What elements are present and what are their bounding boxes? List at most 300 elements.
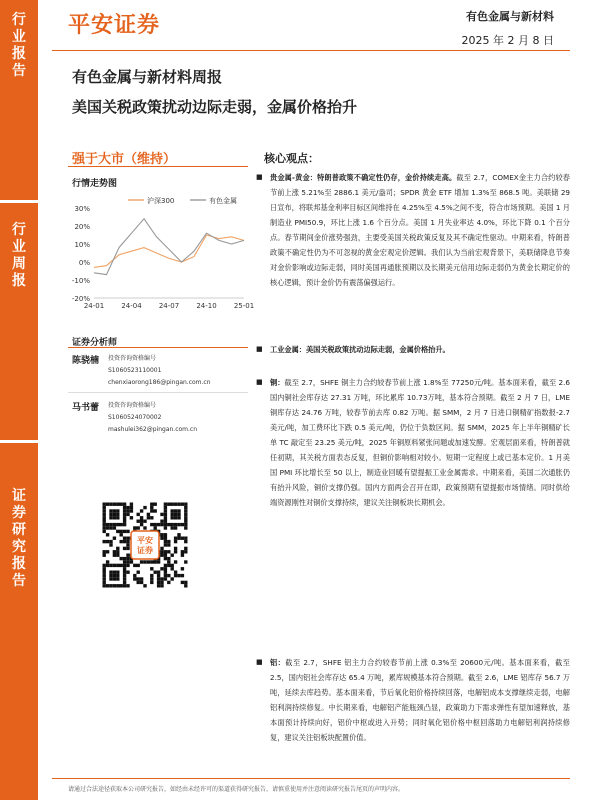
header-meta bbox=[462, 8, 554, 48]
qr-module bbox=[140, 577, 143, 580]
sidebar-char: 业 bbox=[12, 239, 26, 255]
company-logo: 平安证券 bbox=[68, 13, 161, 38]
qr-module bbox=[123, 516, 126, 519]
rating: 强于大市（维持） bbox=[72, 152, 177, 167]
rating-divider bbox=[68, 166, 248, 167]
qr-module bbox=[184, 513, 187, 516]
qr-module bbox=[103, 503, 106, 506]
qr-module bbox=[160, 584, 163, 587]
sidebar-char: 周 bbox=[12, 256, 26, 272]
legend-label: 有色金属 bbox=[209, 197, 237, 205]
qr-module bbox=[174, 509, 177, 512]
qr-module bbox=[154, 523, 157, 526]
qr-module bbox=[164, 537, 167, 540]
qr-module bbox=[126, 564, 129, 567]
qr-module bbox=[160, 577, 163, 580]
qr-module bbox=[174, 547, 177, 550]
sidebar-label-securities-research bbox=[0, 488, 38, 590]
qr-module bbox=[103, 526, 106, 529]
report-title: 有色金属与新材料周报 bbox=[72, 68, 223, 86]
qr-module bbox=[133, 564, 136, 567]
qr-module bbox=[171, 526, 174, 529]
qr-module bbox=[103, 567, 106, 570]
analyst-id: S1060524070002 bbox=[108, 414, 162, 421]
analyst-email[interactable]: chenxiaorong186@pingan.com.cn bbox=[108, 379, 211, 386]
sidebar-char: 研 bbox=[12, 522, 26, 538]
sidebar-char: 行 bbox=[12, 12, 26, 28]
analyst-id: S1060523110001 bbox=[108, 367, 162, 374]
qr-module bbox=[181, 574, 184, 577]
bullet-icon: ■ bbox=[256, 658, 263, 666]
qr-module bbox=[164, 513, 167, 516]
qr-module bbox=[126, 543, 129, 546]
analyst-heading: 证券分析师 bbox=[72, 338, 118, 348]
qr-module bbox=[174, 516, 177, 519]
qr-module bbox=[171, 513, 174, 516]
qr-module bbox=[123, 506, 126, 509]
qr-module bbox=[123, 537, 126, 540]
analyst-info bbox=[108, 400, 197, 436]
qr-module bbox=[126, 584, 129, 587]
paragraph-heading: 铜： bbox=[270, 378, 285, 387]
qr-module bbox=[174, 540, 177, 543]
qr-module bbox=[154, 503, 157, 506]
qr-module bbox=[113, 584, 116, 587]
qr-module bbox=[123, 581, 126, 584]
sidebar-char: 报 bbox=[12, 273, 26, 289]
market-trend-chart bbox=[66, 190, 255, 320]
qr-module bbox=[164, 533, 167, 536]
qr-module bbox=[109, 526, 112, 529]
qr-module bbox=[106, 540, 109, 543]
qr-module bbox=[113, 509, 116, 512]
qr-module bbox=[164, 526, 167, 529]
y-tick-label: 20% bbox=[74, 223, 90, 231]
qr-module bbox=[103, 513, 106, 516]
bullet-icon: ■ bbox=[256, 345, 263, 353]
qr-module bbox=[137, 520, 140, 523]
qr-module bbox=[164, 577, 167, 580]
qr-module bbox=[109, 564, 112, 567]
qr-module bbox=[177, 503, 180, 506]
qr-module bbox=[123, 567, 126, 570]
qr-module bbox=[106, 523, 109, 526]
qr-module bbox=[126, 513, 129, 516]
qr-module bbox=[143, 526, 146, 529]
qr-module bbox=[160, 547, 163, 550]
qr-module bbox=[120, 523, 123, 526]
qr-module bbox=[116, 503, 119, 506]
y-tick-label: 30% bbox=[74, 205, 90, 213]
qr-module bbox=[164, 506, 167, 509]
x-tick-label: 25-01 bbox=[233, 302, 255, 310]
qr-module bbox=[160, 581, 163, 584]
sidebar-divider bbox=[0, 200, 38, 203]
qr-module bbox=[120, 503, 123, 506]
qr-module bbox=[164, 540, 167, 543]
qr-module bbox=[164, 550, 167, 553]
qr-module bbox=[106, 533, 109, 536]
qr-module bbox=[103, 584, 106, 587]
sidebar-char: 券 bbox=[12, 505, 26, 521]
sidebar-char: 告 bbox=[12, 573, 26, 589]
qr-module bbox=[109, 577, 112, 580]
analyst-card bbox=[72, 353, 252, 393]
qr-module bbox=[154, 571, 157, 574]
qr-module bbox=[113, 564, 116, 567]
qr-module bbox=[160, 520, 163, 523]
qr-module bbox=[123, 557, 126, 560]
qr-module bbox=[130, 503, 133, 506]
qr-module bbox=[160, 533, 163, 536]
x-tick-label: 24-01 bbox=[83, 302, 105, 310]
qr-module bbox=[150, 516, 153, 519]
qr-module bbox=[154, 526, 157, 529]
qr-module bbox=[140, 516, 143, 519]
qr-module bbox=[103, 577, 106, 580]
qr-module bbox=[184, 547, 187, 550]
sidebar-char: 报 bbox=[12, 46, 26, 62]
qr-module bbox=[164, 516, 167, 519]
qr-module bbox=[174, 550, 177, 553]
qr-module bbox=[116, 554, 119, 557]
qr-module bbox=[177, 516, 180, 519]
qr-module bbox=[113, 550, 116, 553]
qr-module bbox=[164, 543, 167, 546]
analyst-qualification: 投资咨询资格编号 bbox=[108, 402, 157, 409]
qr-module bbox=[113, 577, 116, 580]
analyst-email[interactable]: mashulei362@pingan.com.cn bbox=[108, 426, 198, 433]
footer-divider bbox=[52, 778, 570, 779]
qr-module bbox=[140, 520, 143, 523]
qr-module bbox=[160, 554, 163, 557]
qr-module bbox=[160, 523, 163, 526]
qr-module bbox=[123, 530, 126, 533]
qr-module bbox=[140, 523, 143, 526]
paragraph-aluminum bbox=[256, 655, 570, 745]
qr-module bbox=[113, 503, 116, 506]
qr-module bbox=[133, 574, 136, 577]
qr-module bbox=[154, 509, 157, 512]
qr-module bbox=[167, 550, 170, 553]
qr-module bbox=[171, 577, 174, 580]
qr-module bbox=[103, 581, 106, 584]
qr-module bbox=[116, 516, 119, 519]
qr-module bbox=[164, 557, 167, 560]
bullet-icon: ■ bbox=[256, 173, 263, 181]
qr-module bbox=[157, 584, 160, 587]
qr-module bbox=[113, 574, 116, 577]
qr-module bbox=[120, 540, 123, 543]
qr-module bbox=[109, 571, 112, 574]
qr-module bbox=[181, 503, 184, 506]
y-tick-label: 10% bbox=[74, 241, 90, 249]
sidebar-char: 证 bbox=[12, 488, 26, 504]
qr-module bbox=[174, 560, 177, 563]
qr-module bbox=[116, 571, 119, 574]
qr-module bbox=[174, 574, 177, 577]
qr-module bbox=[177, 523, 180, 526]
qr-module bbox=[123, 520, 126, 523]
qr-module bbox=[133, 526, 136, 529]
qr-module bbox=[184, 509, 187, 512]
qr-module bbox=[157, 581, 160, 584]
qr-module bbox=[181, 567, 184, 570]
qr-module bbox=[143, 506, 146, 509]
paragraph-heading: 工业金属：美国关税政策扰动边际走弱，金属价格抬升。 bbox=[270, 345, 450, 354]
qr-module bbox=[126, 530, 129, 533]
qr-module bbox=[143, 560, 146, 563]
qr-module bbox=[164, 503, 167, 506]
qr-module bbox=[137, 577, 140, 580]
qr-module bbox=[167, 557, 170, 560]
qr-module bbox=[109, 584, 112, 587]
qr-module bbox=[164, 567, 167, 570]
qr-module bbox=[184, 523, 187, 526]
series-line-1 bbox=[94, 219, 244, 275]
qr-module bbox=[167, 543, 170, 546]
qr-module bbox=[109, 516, 112, 519]
sidebar-char: 告 bbox=[12, 63, 26, 79]
sidebar-char: 究 bbox=[12, 539, 26, 555]
qr-module bbox=[137, 526, 140, 529]
qr-module bbox=[150, 506, 153, 509]
qr-module bbox=[116, 564, 119, 567]
qr-module bbox=[140, 509, 143, 512]
qr-module bbox=[123, 503, 126, 506]
qr-module bbox=[113, 571, 116, 574]
paragraph-heading: 贵金属-黄金：特朗普政策不确定性仍存，金价持续走高。 bbox=[270, 173, 457, 182]
qr-module bbox=[154, 560, 157, 563]
qr-module bbox=[171, 503, 174, 506]
qr-module bbox=[143, 520, 146, 523]
qr-module bbox=[126, 557, 129, 560]
qr-module bbox=[130, 509, 133, 512]
qr-module bbox=[113, 523, 116, 526]
qr-module bbox=[126, 560, 129, 563]
qr-module bbox=[103, 540, 106, 543]
y-tick-label: 0% bbox=[78, 259, 90, 267]
sidebar bbox=[0, 0, 38, 800]
qr-module bbox=[150, 503, 153, 506]
analyst-info bbox=[108, 353, 211, 389]
qr-module bbox=[181, 550, 184, 553]
core-views-heading: 核心观点： bbox=[264, 152, 319, 165]
qr-module bbox=[150, 567, 153, 570]
paragraph-body: 截至 2.7，SHFE 铜主力合约较春节前上涨 1.8%至 77250元/吨。基本面来看，截至 2.6 国内铜社会库存达 27.31 万吨，环比累库 10.73万吨，基本符合预期。截至 2 月 7 日，LME 铜库存达 24.76 万吨，较春节前去库 0.82 万吨。据 SMM，2 月 7 日进口铜精矿指数报-2.7 美元/吨，加工费环比下跌 0.5 美元/吨，仍位于负数区间。据 SMM，2025 年上半年铜精矿长单 TC 敲定至 23.25 美元/吨，2025 年铜原料紧张问题或加速发酵。宏观层面来看，特朗普就任初期，其关税方面表态反复，但铜价影响相对较小。短期一定程度上或已基本定价。1 月美国 PMI 环比增长至 50 以上，制造业回暖有望提振工业金属需求。中期来看，美国二次通胀仍有抬升风险，铜价支撑仍强。国内方面两会召开在即，政策预期有望提振市场情绪。同时供给端资源刚性对铜价支撑持续，建议关注铜板块长期机会。 bbox=[270, 378, 570, 507]
qr-module bbox=[103, 564, 106, 567]
qr-module bbox=[137, 513, 140, 516]
qr-module bbox=[113, 526, 116, 529]
qr-module bbox=[177, 509, 180, 512]
qr-module bbox=[106, 526, 109, 529]
analyst-card bbox=[72, 400, 252, 440]
qr-module bbox=[109, 543, 112, 546]
qr-module bbox=[167, 581, 170, 584]
qr-module bbox=[113, 537, 116, 540]
qr-module bbox=[160, 550, 163, 553]
qr-module bbox=[116, 547, 119, 550]
qr-module bbox=[126, 547, 129, 550]
qr-module bbox=[123, 547, 126, 550]
qr-module bbox=[150, 581, 153, 584]
qr-module bbox=[116, 513, 119, 516]
qr-module bbox=[171, 567, 174, 570]
qr-module bbox=[167, 503, 170, 506]
qr-module bbox=[177, 537, 180, 540]
qr-module bbox=[140, 581, 143, 584]
qr-module bbox=[120, 530, 123, 533]
qr-module bbox=[171, 564, 174, 567]
qr-module bbox=[137, 581, 140, 584]
qr-module bbox=[184, 520, 187, 523]
qr-module bbox=[130, 560, 133, 563]
qr-module bbox=[184, 506, 187, 509]
qr-module bbox=[164, 523, 167, 526]
qr-module bbox=[150, 509, 153, 512]
qr-module bbox=[137, 564, 140, 567]
qr-module bbox=[157, 574, 160, 577]
qr-module bbox=[120, 557, 123, 560]
qr-module bbox=[184, 537, 187, 540]
qr-module bbox=[120, 533, 123, 536]
qr-module bbox=[164, 520, 167, 523]
qr-module bbox=[147, 513, 150, 516]
paragraph-body: 截至 2.7，COMEX金主力合约较春节前上涨 5.21%至 2886.1 美元/盎司；SPDR 黄金 ETF 增加 1.3%至 868.5 吨。美联储 29 日宣布，将联邦基金利率目标区间维持在 4.25%至 4.5%之间不变，符合市场预期。美国 1 月制造业 PMI50.9，环比上涨 1.6 个百分点。美国 1 月失业率达 4.0%，环比下降 0.1 个百分点。春节期间金价涨势强劲，主要受美国关税政策反复及其不确定性驱动。中期来看，特朗普政策不确定性仍为不可忽视的黄金宏观定价逻辑。我们认为当前宏观背景下，美联储降息节奏对金价影响或边际走弱，同时美国再通胀预期以及长期美元信用边际走弱仍为黄金长期定价的核心逻辑，预计金价仍有震荡偏强运行。 bbox=[270, 173, 570, 287]
qr-module bbox=[174, 571, 177, 574]
qr-module bbox=[164, 509, 167, 512]
qr-module bbox=[133, 577, 136, 580]
qr-module bbox=[103, 571, 106, 574]
qr-module bbox=[174, 523, 177, 526]
qr-module bbox=[174, 513, 177, 516]
paragraph-industrial-metals bbox=[256, 342, 570, 357]
qr-module bbox=[174, 537, 177, 540]
analyst-divider bbox=[68, 392, 248, 393]
sidebar-char: 业 bbox=[12, 29, 26, 45]
qr-module bbox=[184, 516, 187, 519]
qr-module bbox=[184, 540, 187, 543]
qr-code[interactable] bbox=[100, 500, 190, 590]
qr-module bbox=[181, 537, 184, 540]
qr-module bbox=[123, 571, 126, 574]
qr-module bbox=[184, 526, 187, 529]
qr-module bbox=[123, 513, 126, 516]
qr-module bbox=[123, 540, 126, 543]
sidebar-char: 行 bbox=[12, 222, 26, 238]
qr-module bbox=[106, 503, 109, 506]
chart-title: 行情走势图 bbox=[72, 179, 118, 189]
qr-module bbox=[123, 574, 126, 577]
qr-module bbox=[106, 564, 109, 567]
footer-disclaimer: 请通过合法途径获取本公司研究报告，如经由未经许可的渠道获得研究报告，请慎重使用并注意阅读研究报告尾页的声明内容。 bbox=[68, 786, 405, 793]
qr-module bbox=[103, 523, 106, 526]
qr-module bbox=[130, 506, 133, 509]
qr-module bbox=[113, 516, 116, 519]
qr-module bbox=[123, 509, 126, 512]
series-line-0 bbox=[94, 235, 244, 267]
y-tick-label: -20% bbox=[71, 295, 90, 303]
header-divider bbox=[52, 50, 570, 51]
qr-module bbox=[167, 523, 170, 526]
qr-module bbox=[116, 523, 119, 526]
qr-module bbox=[103, 550, 106, 553]
qr-module bbox=[150, 560, 153, 563]
qr-module bbox=[130, 516, 133, 519]
qr-module bbox=[106, 550, 109, 553]
qr-module bbox=[150, 574, 153, 577]
qr-module bbox=[184, 581, 187, 584]
qr-module bbox=[167, 560, 170, 563]
sidebar-label-industry-report bbox=[0, 12, 38, 80]
qr-module bbox=[109, 509, 112, 512]
qr-module bbox=[109, 540, 112, 543]
qr-module bbox=[160, 513, 163, 516]
qr-module bbox=[177, 513, 180, 516]
qr-module bbox=[120, 584, 123, 587]
qr-module bbox=[116, 574, 119, 577]
qr-module bbox=[177, 533, 180, 536]
qr-module bbox=[116, 550, 119, 553]
qr-module bbox=[167, 564, 170, 567]
qr-module bbox=[123, 523, 126, 526]
qr-module bbox=[143, 584, 146, 587]
qr-module bbox=[106, 584, 109, 587]
qr-module bbox=[160, 567, 163, 570]
qr-module bbox=[184, 584, 187, 587]
qr-module bbox=[171, 523, 174, 526]
qr-module bbox=[184, 503, 187, 506]
qr-module bbox=[103, 509, 106, 512]
qr-module bbox=[157, 571, 160, 574]
qr-module bbox=[126, 540, 129, 543]
qr-module bbox=[120, 564, 123, 567]
qr-module bbox=[103, 516, 106, 519]
legend-label: 沪深300 bbox=[147, 197, 175, 205]
qr-module bbox=[174, 526, 177, 529]
qr-module bbox=[160, 537, 163, 540]
sidebar-divider bbox=[0, 440, 38, 443]
svg-text:证券: 证券 bbox=[137, 546, 153, 555]
qr-module bbox=[103, 506, 106, 509]
analyst-name: 陈骁楠 bbox=[72, 356, 100, 366]
qr-module bbox=[116, 584, 119, 587]
qr-module bbox=[103, 574, 106, 577]
qr-module bbox=[126, 506, 129, 509]
qr-module bbox=[113, 513, 116, 516]
svg-text:平安: 平安 bbox=[137, 536, 153, 545]
qr-module bbox=[174, 503, 177, 506]
x-tick-label: 24-10 bbox=[196, 302, 217, 310]
qr-module bbox=[181, 554, 184, 557]
qr-module bbox=[147, 560, 150, 563]
analyst-divider bbox=[68, 347, 248, 348]
qr-module bbox=[103, 530, 106, 533]
x-tick-label: 24-04 bbox=[121, 302, 142, 310]
qr-module bbox=[150, 523, 153, 526]
qr-module bbox=[181, 581, 184, 584]
qr-module bbox=[164, 571, 167, 574]
paragraph-body: 截至 2.7，SHFE 铝主力合约较春节前上涨 0.3%至 20600元/吨。基本面来看，截至 2.5，国内铝社会库存达 65.4 万吨，累库规模基本符合预期。截至 2.6，LME 铝库存 56.7 万吨，延续去库趋势。基本面来看，节后氧化铝价格持续回落，电解铝成本支撑继续走弱，电解铝利润持续修复。中长期来看，电解铝产能瓶颈凸显，政策助力下需求弹性有望加速释放，基本面预计持续向好，铝价中枢或进入升势；同时氧化铝价格中枢回落助力电解铝利润持续修复，建议关注铝板块配置价值。 bbox=[270, 658, 570, 742]
qr-module bbox=[140, 560, 143, 563]
x-tick-label: 24-07 bbox=[158, 302, 180, 310]
report-date: 2025 年 2 月 8 日 bbox=[461, 34, 554, 47]
qr-module bbox=[123, 584, 126, 587]
report-subtitle: 美国关税政策扰动边际走弱，金属价格抬升 bbox=[72, 98, 358, 116]
analyst-qualification: 投资咨询资格编号 bbox=[108, 355, 157, 362]
qr-module bbox=[123, 577, 126, 580]
qr-module bbox=[116, 530, 119, 533]
